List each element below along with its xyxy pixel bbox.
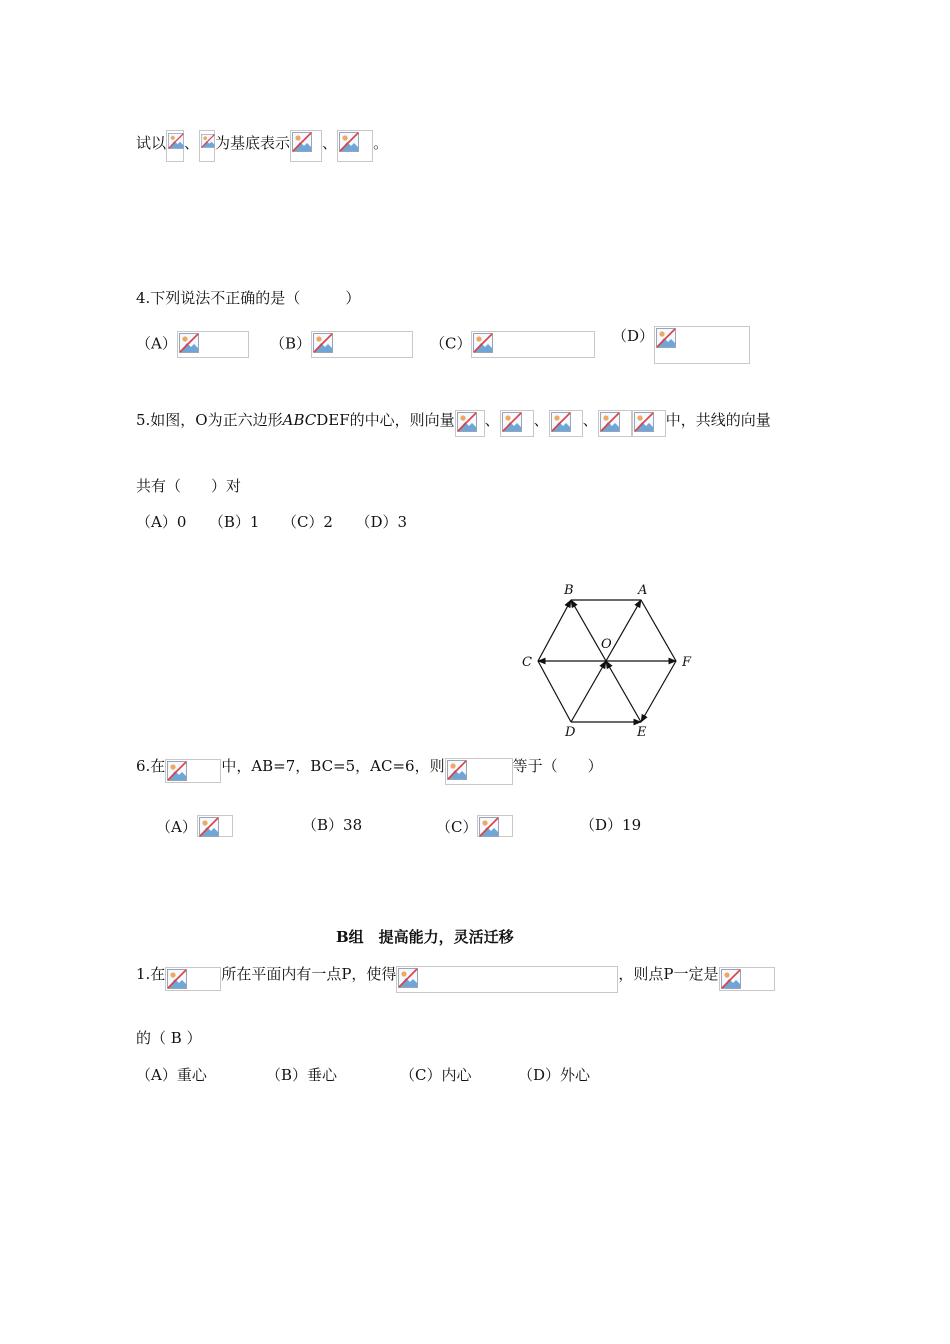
option-image-icon xyxy=(311,331,413,358)
triangle-image-icon xyxy=(719,967,775,991)
side-af xyxy=(641,600,676,661)
side-fe xyxy=(641,661,676,722)
q6-option-a: （A） xyxy=(156,815,233,837)
option-image-icon xyxy=(177,331,249,358)
intro-line: 试以 、 为基底表示 、 。 xyxy=(136,130,388,162)
b1-line2: 的（ B ） xyxy=(136,1029,202,1047)
q4-stem: 4.下列说法不正确的是（ ） xyxy=(136,289,361,307)
b1-option-c: （C）内心 xyxy=(400,1066,472,1084)
q4-option-c: （C） xyxy=(430,331,595,358)
q6-option-d: （D）19 xyxy=(580,816,642,834)
q5-stem: 5.如图，O为正六边形ABCDEF的中心，则向量 、 、 、 中，共线的向量 xyxy=(136,410,771,437)
label-o: O xyxy=(601,637,612,652)
formula-image-icon xyxy=(166,130,184,162)
triangle-image-icon xyxy=(165,759,221,783)
label-b: B xyxy=(564,583,574,598)
q4-options: （A） xyxy=(136,331,249,358)
label-a: A xyxy=(638,583,648,598)
vector-image-icon xyxy=(500,410,534,437)
option-image-icon xyxy=(477,815,513,837)
vector-do xyxy=(571,661,606,722)
formula-image-icon xyxy=(337,130,373,162)
formula-image-icon xyxy=(445,758,513,785)
formula-image-icon xyxy=(199,130,215,162)
hexagon-figure xyxy=(516,578,706,743)
option-image-icon xyxy=(471,331,595,358)
q5-options: （A）0 （B）1 （C）2 （D）3 xyxy=(136,513,408,531)
vector-eo xyxy=(606,661,641,722)
label-f: F xyxy=(682,655,692,670)
b1-option-b: （B）垂心 xyxy=(266,1066,338,1084)
q6-option-c: （C） xyxy=(436,815,513,837)
vector-image-icon xyxy=(632,410,666,437)
label-d: D xyxy=(565,725,576,740)
option-image-icon xyxy=(654,326,750,364)
q4-option-d: （D） xyxy=(612,326,750,364)
triangle-image-icon xyxy=(165,967,221,991)
option-image-icon xyxy=(197,815,233,837)
q4-option-b: （B） xyxy=(270,331,413,358)
label-c: C xyxy=(522,655,532,670)
side-cb xyxy=(538,600,571,661)
formula-image-icon xyxy=(396,966,618,993)
label-e: E xyxy=(637,725,647,740)
b1-stem: 1.在 所在平面内有一点P，使得 ，则点P一定是 xyxy=(136,964,775,993)
section-b-title: B组 提高能力，灵活迁移 xyxy=(336,928,514,946)
q6-stem: 6.在 中，AB=7，BC=5，AC=6，则 等于（ ） xyxy=(136,756,603,785)
vector-image-icon xyxy=(598,410,632,437)
b1-option-d: （D）外心 xyxy=(518,1066,591,1084)
vector-image-icon xyxy=(455,410,485,437)
vector-image-icon xyxy=(549,410,583,437)
formula-image-icon xyxy=(290,130,322,162)
b1-option-a: （A）重心 xyxy=(136,1066,207,1084)
q5-line2: 共有（ ）对 xyxy=(136,477,242,495)
side-dc xyxy=(538,661,571,722)
q6-option-b: （B）38 xyxy=(302,816,363,834)
